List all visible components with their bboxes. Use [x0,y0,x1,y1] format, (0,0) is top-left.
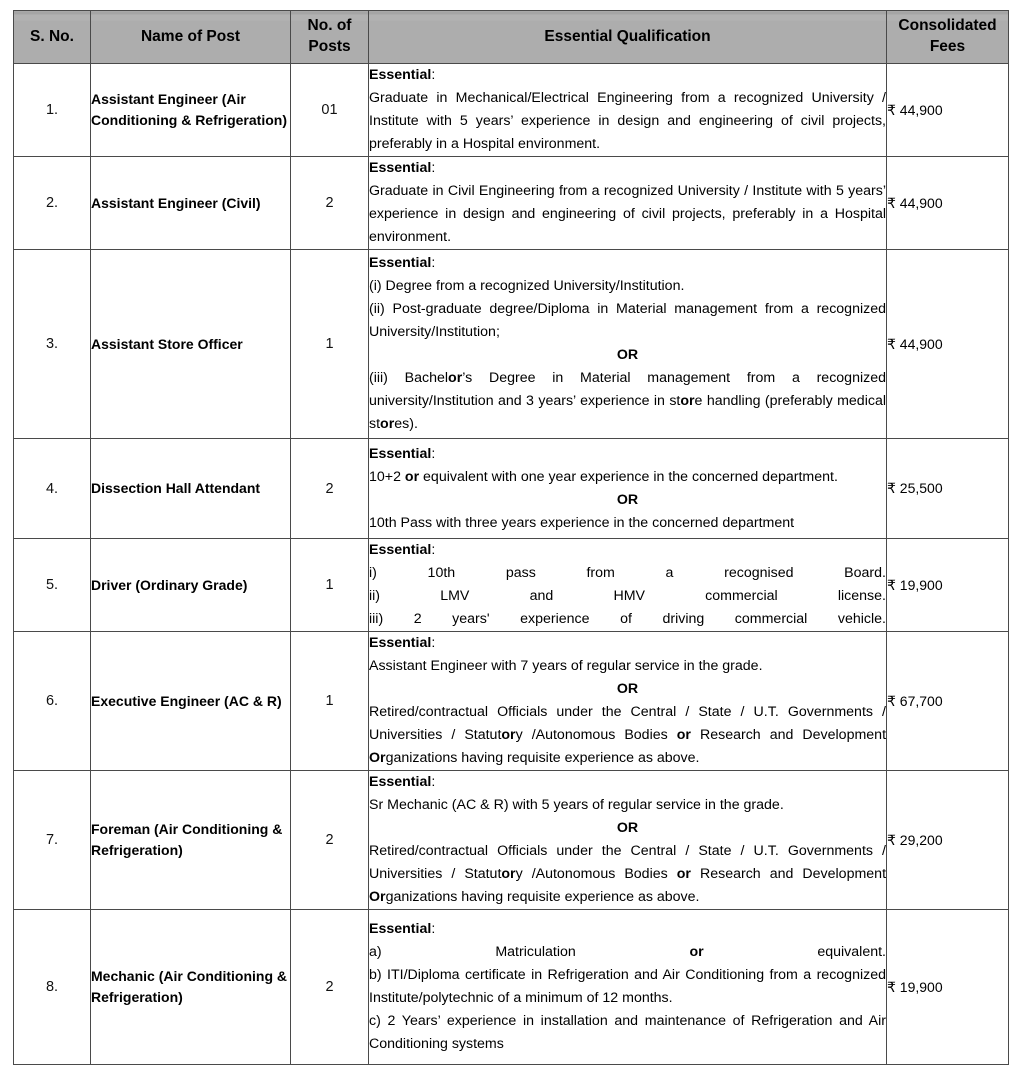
essential-label: Essential: [369,635,436,651]
qualification-line: a) Matriculation or equivalent. [369,944,886,960]
table-header [14,11,1009,64]
or-separator: OR [616,491,639,508]
cell-name-of-post: Mechanic (Air Conditioning & Refrigeration) [91,910,291,1065]
essential-label: Essential: [369,542,436,558]
cell-consolidated-fees: ₹ 29,200 [887,771,1009,910]
cell-essential-qualification [369,910,887,1065]
table-row [14,157,1009,250]
table-body [14,64,1009,1065]
essential-label: Essential: [369,921,436,937]
qualification-line: iii) 2 years' experience of driving commercial vehicle. [369,611,886,627]
qualification-line: i) 10th pass from a recognised Board. [369,565,886,581]
cell-essential-qualification [369,64,887,157]
recruitment-table [13,10,1009,1065]
cell-consolidated-fees: ₹ 67,700 [887,632,1009,771]
qualification-line: Sr Mechanic (AC & R) with 5 years of regular service in the grade. [369,797,784,813]
cell-number-of-posts: 1 [291,632,369,771]
cell-name-of-post: Driver (Ordinary Grade) [91,539,291,632]
table-row [14,439,1009,539]
cell-number-of-posts: 2 [291,157,369,250]
cell-name-of-post: Assistant Store Officer [91,250,291,439]
column-header-name-of-post: Name of Post [91,11,291,64]
cell-consolidated-fees: ₹ 44,900 [887,157,1009,250]
cell-consolidated-fees: ₹ 19,900 [887,910,1009,1065]
cell-number-of-posts: 2 [291,910,369,1065]
or-separator: OR [616,347,639,363]
cell-consolidated-fees: ₹ 19,900 [887,539,1009,632]
or-separator: OR [616,820,639,836]
cell-serial-number: 7. [14,771,91,910]
cell-name-of-post: Foreman (Air Conditioning & Refrigeration) [91,771,291,910]
cell-name-of-post: Executive Engineer (AC & R) [91,632,291,771]
table-row [14,771,1009,910]
column-header-number-of-posts: No. of Posts [291,11,369,64]
cell-consolidated-fees: ₹ 44,900 [887,64,1009,157]
qualification-line: c) 2 Years’ experience in installation and maintenance of Refrigeration and Air Conditioning systems [369,1013,886,1052]
qualification-line: ii) LMV and HMV commercial license. [369,588,886,604]
essential-label: Essential: [369,67,436,83]
cell-serial-number: 3. [14,250,91,439]
column-header-consolidated-fees: Consolidated Fees [887,11,1009,64]
cell-number-of-posts: 1 [291,250,369,439]
header-row [14,11,1009,64]
cell-serial-number: 6. [14,632,91,771]
qualification-line: 10th Pass with three years experience in the concerned department [369,514,795,531]
essential-label: Essential: [369,160,436,176]
cell-name-of-post: Assistant Engineer (Civil) [91,157,291,250]
qualification-line: Assistant Engineer with 7 years of regular service in the grade. [369,658,763,674]
table-row [14,539,1009,632]
table-row [14,910,1009,1065]
cell-serial-number: 8. [14,910,91,1065]
cell-essential-qualification [369,771,887,910]
table-row [14,632,1009,771]
cell-number-of-posts: 2 [291,771,369,910]
qualification-line: Graduate in Civil Engineering from a recognized University / Institute with 5 years’ experience in design and engineering of civil projects, preferably in a Hospital environment. [369,183,886,245]
cell-essential-qualification [369,250,887,439]
table-row [14,250,1009,439]
cell-essential-qualification [369,439,887,539]
cell-essential-qualification [369,539,887,632]
essential-label: Essential: [369,255,436,271]
cell-number-of-posts: 2 [291,439,369,539]
cell-serial-number: 5. [14,539,91,632]
essential-label: Essential: [369,445,436,462]
column-header-essential-qualification: Essential Qualification [369,11,887,64]
cell-number-of-posts: 01 [291,64,369,157]
table-row [14,64,1009,157]
cell-serial-number: 2. [14,157,91,250]
cell-number-of-posts: 1 [291,539,369,632]
qualification-line: Graduate in Mechanical/Electrical Engineering from a recognized University / Institute with 5 years’ experience in design and engineering of civil projects, preferably in a Hospital environment. [369,90,886,152]
column-header-serial-number: S. No. [14,11,91,64]
qualification-line: b) ITI/Diploma certificate in Refrigeration and Air Conditioning from a recognized Institute/polytechnic of a minimum of 12 months. [369,967,886,1006]
cell-consolidated-fees: ₹ 44,900 [887,250,1009,439]
qualification-line: Retired/contractual Officials under the Central / State / U.T. Governments / Universities / Statutory /Autonomous Bodies or Research and Development Organizations having requisite experience as above. [369,704,887,766]
or-separator: OR [616,681,639,697]
cell-serial-number: 4. [14,439,91,539]
qualification-line: Retired/contractual Officials under the Central / State / U.T. Governments / Universities / Statutory /Autonomous Bodies or Research and Development Organizations having requisite experience as above. [369,843,887,905]
essential-label: Essential: [369,774,436,790]
cell-name-of-post: Dissection Hall Attendant [91,439,291,539]
cell-essential-qualification [369,632,887,771]
qualification-line: (ii) Post-graduate degree/Diploma in Material management from a recognized University/Institution; [369,301,886,340]
cell-essential-qualification [369,157,887,250]
cell-serial-number: 1. [14,64,91,157]
qualification-line: (iii) Bachelor’s Degree in Material management from a recognized university/Institution and 3 years’ experience in store handling (preferably medical stores). [369,370,886,432]
cell-name-of-post: Assistant Engineer (Air Conditioning & Refrigeration) [91,64,291,157]
qualification-line: (i) Degree from a recognized University/Institution. [369,278,685,294]
cell-consolidated-fees: ₹ 25,500 [887,439,1009,539]
qualification-line: 10+2 or equivalent with one year experience in the concerned department. [369,468,838,485]
